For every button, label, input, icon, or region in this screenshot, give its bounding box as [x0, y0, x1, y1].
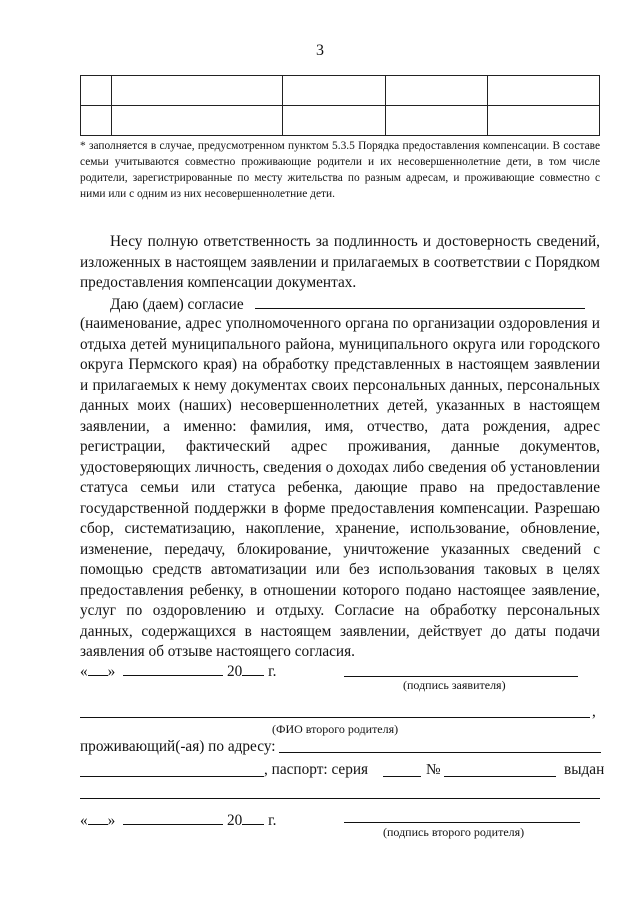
table-row: [81, 106, 600, 136]
passport-series-field[interactable]: [383, 776, 421, 777]
second-parent-date-row: [80, 810, 276, 830]
comma: ,: [592, 703, 596, 720]
second-parent-signature-line[interactable]: [344, 822, 580, 823]
continuation-table: [80, 75, 600, 136]
passport-number-label: №: [426, 761, 441, 778]
day-field[interactable]: [88, 661, 108, 676]
second-parent-name-line[interactable]: [80, 717, 590, 718]
footnote: * заполняется в случае, предусмотренном пунктом 5.3.5 Порядка предоставления компенсации. В составе семьи учитываются совместно проживающие родители и их несовершеннолетние дети, в том числе родители, зарегистрированные по месту жительства по разным адресам, и проживающие совместно с ними или с одним из них несовершеннолетние дети.: [80, 140, 600, 200]
table-cell[interactable]: [386, 76, 488, 106]
table-cell[interactable]: [111, 76, 282, 106]
consent-lead-line: [80, 294, 600, 316]
year-prefix: 20: [226, 663, 243, 680]
table-cell[interactable]: [111, 106, 282, 136]
year-suffix: г.: [268, 812, 277, 829]
applicant-date-row: [80, 661, 276, 681]
table-cell[interactable]: [386, 106, 488, 136]
table-cell[interactable]: [488, 76, 600, 106]
year-suffix: г.: [268, 663, 277, 680]
table-cell[interactable]: [282, 76, 386, 106]
quote-close: »: [107, 663, 116, 680]
page-number: 3: [316, 42, 324, 59]
consent-paragraph: (наименование, адрес уполномоченного органа по организации оздоровления и отдыха детей муниципального района, муниципального округа или городского округа Пермского края) на обработку представленных в настоящем заявлении и прилагаемых к нему документах своих персональных данных, персональных данных моих (наших) несовершеннолетних детей, указанных в настоящем заявлении, а именно: фамилия, имя, отчество, дата рождения, адрес регистрации, фактический адрес проживания, данные документов, удостоверяющих личность, сведения о доходах либо сведения об установлении статуса семьи или статуса ребенка, дающие право на предоставление государственной поддержки в форме предоставления компенсации. Разрешаю сбор, систематизацию, накопление, хранение, использование, обновление, изменение, передачу, блокирование, уничтожение указанных сведений с помощью средств автоматизации или без использования таковых в целях предоставления ребенку, в отношении которого подано настоящее заявление, услуг по оздоровлению и отдыху. Согласие на обработку персональных данных, содержащихся в настоящем заявлении, действует до даты подачи заявления об отзыве настоящего согласия.: [80, 315, 600, 660]
consent-lead: Даю (даем) согласие: [110, 296, 244, 313]
month-field[interactable]: [123, 810, 223, 825]
year-field[interactable]: [242, 661, 264, 676]
table-cell[interactable]: [81, 106, 112, 136]
passport-series-label: , паспорт: серия: [264, 761, 369, 778]
table-cell[interactable]: [488, 106, 600, 136]
quote-close: »: [107, 812, 116, 829]
year-prefix: 20: [226, 812, 243, 829]
year-field[interactable]: [242, 810, 264, 825]
second-parent-signature-caption: (подпись второго родителя): [383, 825, 525, 839]
day-field[interactable]: [88, 810, 108, 825]
table-cell[interactable]: [81, 76, 112, 106]
table-cell[interactable]: [282, 106, 386, 136]
table-row: [81, 76, 600, 106]
address-field[interactable]: [279, 752, 601, 753]
applicant-signature-caption: (подпись заявителя): [403, 678, 506, 692]
address-continuation-field[interactable]: [80, 776, 264, 777]
quote-open: «: [80, 663, 88, 680]
quote-open: «: [80, 812, 88, 829]
passport-number-field[interactable]: [444, 776, 556, 777]
issued-by-field[interactable]: [80, 798, 600, 799]
applicant-signature-line[interactable]: [344, 676, 578, 677]
authority-name-field[interactable]: [255, 294, 585, 309]
address-label: проживающий(-ая) по адресу:: [80, 738, 276, 755]
second-parent-name-caption: (ФИО второго родителя): [272, 722, 399, 736]
month-field[interactable]: [123, 661, 223, 676]
responsibility-paragraph: Несу полную ответственность за подлинность и достоверность сведений, изложенных в настоящем заявлении и прилагаемых в соответствии с Порядком предоставления компенсации документах.: [80, 233, 600, 291]
issued-label: выдан: [564, 761, 605, 778]
